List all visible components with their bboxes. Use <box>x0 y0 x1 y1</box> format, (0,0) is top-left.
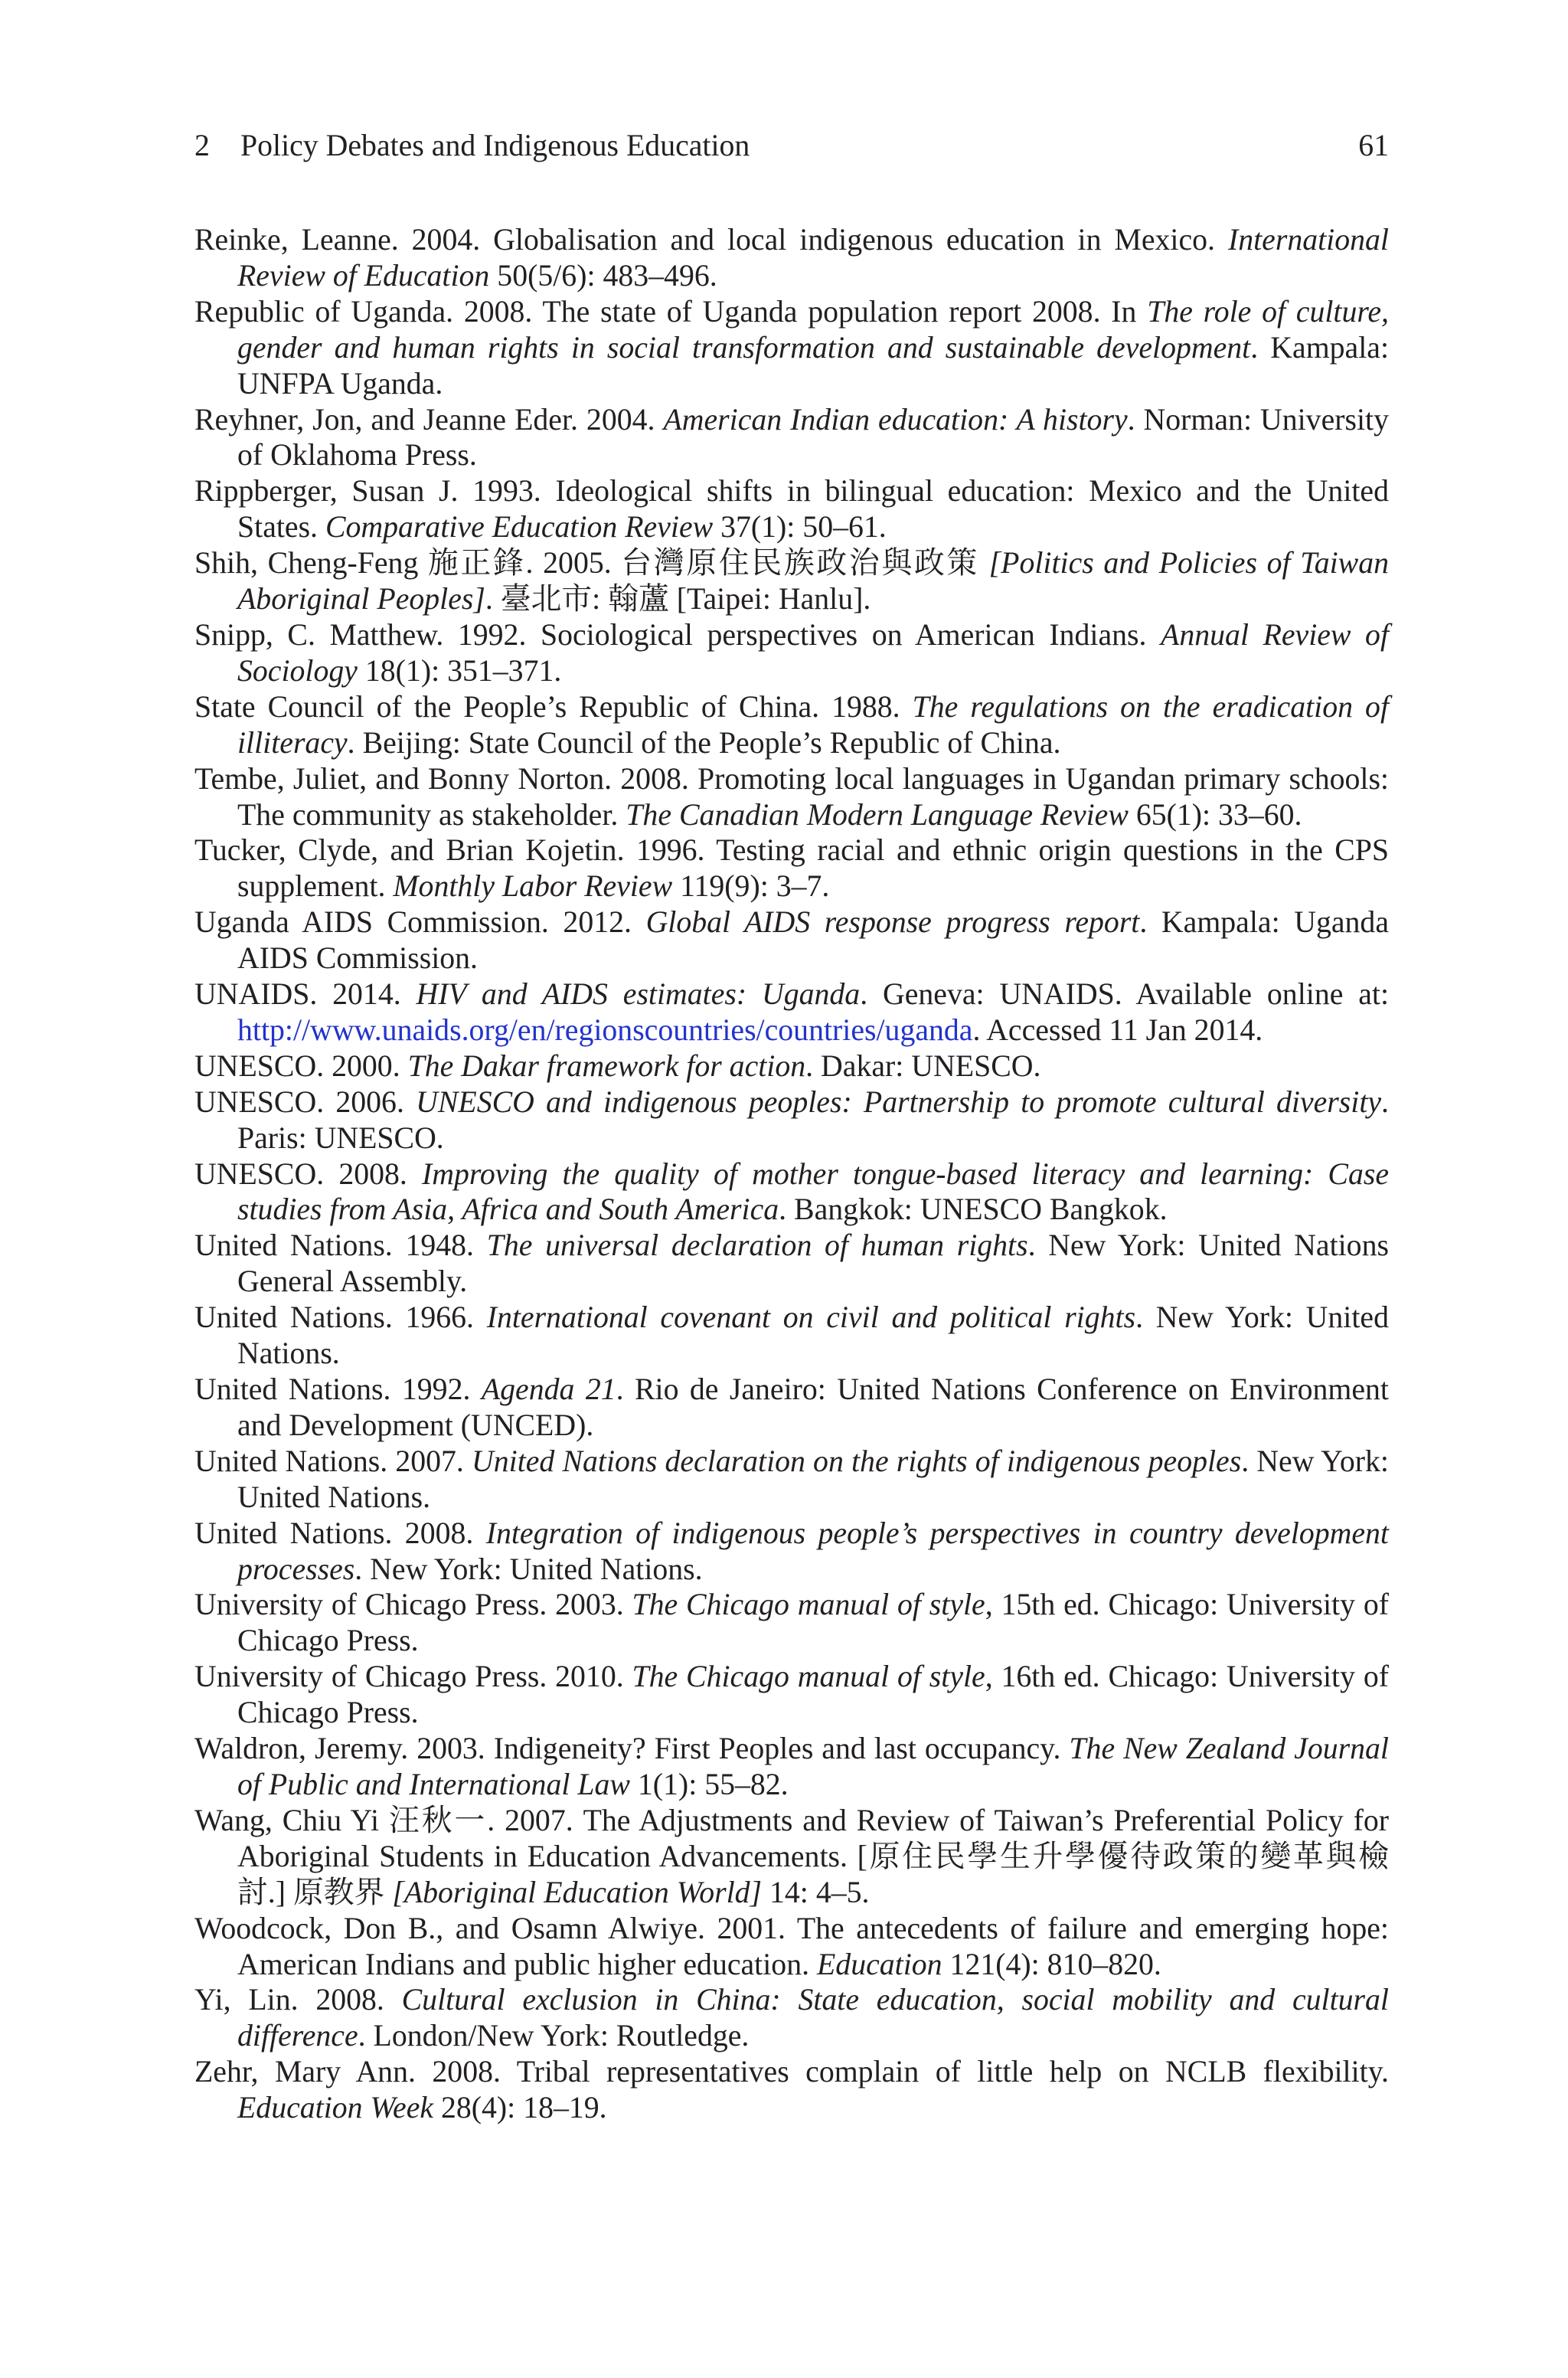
reference-entry <box>194 1516 1389 1588</box>
reference-link[interactable]: http://www.unaids.org/en/regionscountries/countries/uganda <box>237 1012 973 1047</box>
reference-text: . Kampala: Uganda AIDS Commission. <box>237 905 1389 976</box>
reference-text: Republic of Uganda. 2008. The state of Uganda population report 2008. In <box>194 294 1148 329</box>
reference-text: , 15th ed. Chicago: University of Chicago Press. <box>237 1588 1389 1658</box>
reference-text: Shih, Cheng-Feng 施正鋒. 2005. 台灣原住民族政治與政策 <box>194 546 989 581</box>
reference-text: United Nations. 1992. <box>194 1372 482 1406</box>
reference-text: 37(1): 50–61. <box>713 510 887 545</box>
reference-text: University of Chicago Press. 2010. <box>194 1660 632 1694</box>
chapter-number: 2 <box>194 129 210 162</box>
reference-entry <box>194 402 1389 474</box>
reference-title: Comparative Education Review <box>325 510 714 545</box>
reference-title: Cultural exclusion in China: State education, social mobility and cultural difference <box>237 1983 1389 2053</box>
reference-text: . New York: United Nations General Assembly. <box>237 1228 1389 1299</box>
reference-entry <box>194 617 1389 689</box>
reference-text: Woodcock, Don B., and Osamn Alwiye. 2001. The antecedents of failure and emerging hope: American Indians and public higher education. <box>194 1911 1389 1981</box>
reference-title: HIV and AIDS estimates: Uganda <box>416 977 861 1012</box>
reference-title: The Dakar framework for action <box>407 1048 806 1083</box>
reference-text: UNESCO. 2008. <box>194 1156 423 1191</box>
reference-text: United Nations. 2008. <box>194 1516 486 1550</box>
reference-title: American Indian education: A history <box>663 402 1128 437</box>
reference-entry <box>194 545 1389 617</box>
reference-entry <box>194 2054 1389 2126</box>
reference-entry <box>194 294 1389 402</box>
reference-text: UNESCO. 2006. <box>194 1084 416 1119</box>
reference-text: 50(5/6): 483–496. <box>489 258 717 293</box>
reference-text: Wang, Chiu Yi 汪秋一. 2007. The Adjustments and Review of Taiwan’s Preferential Policy for Aboriginal Students in Education Advancements. [原住民學生升學優待政策的變革與檢討.] 原教界 <box>194 1803 1389 1909</box>
reference-text: Tucker, Clyde, and Brian Kojetin. 1996. Testing racial and ethnic origin questions in the CPS supplement. <box>194 833 1389 904</box>
reference-title: Monthly Labor Review <box>393 869 673 904</box>
reference-title: [Politics and Policies of Taiwan Aboriginal Peoples] <box>237 546 1389 617</box>
reference-entry <box>194 689 1389 761</box>
reference-text: . Geneva: UNAIDS. Available online at: <box>860 977 1389 1012</box>
reference-entry <box>194 1084 1389 1156</box>
reference-title: The Canadian Modern Language Review <box>626 797 1129 832</box>
reference-text: . Paris: UNESCO. <box>237 1084 1389 1155</box>
reference-text: University of Chicago Press. 2003. <box>194 1588 632 1622</box>
chapter-title: Policy Debates and Indigenous Education <box>240 129 750 162</box>
reference-text: Reyhner, Jon, and Jeanne Eder. 2004. <box>194 402 664 437</box>
reference-entry <box>194 1300 1389 1372</box>
reference-text: . Rio de Janeiro: United Nations Conference on Environment and Development (UNCED). <box>237 1372 1389 1442</box>
reference-text: UNAIDS. 2014. <box>194 977 416 1012</box>
reference-text: . London/New York: Routledge. <box>358 2019 750 2053</box>
reference-title: The regulations on the eradication of illiteracy <box>237 689 1389 760</box>
reference-text: Rippberger, Susan J. 1993. Ideological shifts in bilingual education: Mexico and the United States. <box>194 474 1389 545</box>
reference-text: Reinke, Leanne. 2004. Globalisation and local indigenous education in Mexico. <box>194 223 1228 257</box>
reference-entry <box>194 1156 1389 1228</box>
reference-entry <box>194 1982 1389 2054</box>
reference-title: The universal declaration of human rights <box>486 1228 1028 1263</box>
reference-text: . Bangkok: UNESCO Bangkok. <box>779 1192 1168 1227</box>
reference-entry <box>194 1911 1389 1983</box>
reference-entry <box>194 1228 1389 1300</box>
reference-text: United Nations. 1948. <box>194 1228 487 1263</box>
reference-title: Education <box>817 1947 942 1981</box>
reference-text: Tembe, Juliet, and Bonny Norton. 2008. Promoting local languages in Ugandan primary schools: The community as stakeholder. <box>194 761 1389 832</box>
reference-title: The New Zealand Journal of Public and International Law <box>237 1732 1389 1801</box>
reference-text: . Dakar: UNESCO. <box>805 1048 1041 1083</box>
reference-text: . New York: United Nations. <box>237 1444 1389 1514</box>
reference-text: UNESCO. 2000. <box>194 1048 408 1083</box>
reference-entry <box>194 1048 1389 1084</box>
page-number: 61 <box>1358 129 1389 162</box>
reference-title: Education Week <box>237 2091 434 2125</box>
reference-text: . 臺北市: 翰蘆 [Taipei: Hanlu]. <box>485 582 871 617</box>
reference-entry <box>194 904 1389 976</box>
reference-entry <box>194 1587 1389 1659</box>
reference-entry <box>194 832 1389 904</box>
reference-entry <box>194 1803 1389 1911</box>
reference-title: Integration of indigenous people’s perspectives in country development processes <box>237 1516 1389 1586</box>
reference-text: . Beijing: State Council of the People’s Republic of China. <box>347 725 1061 760</box>
reference-entry <box>194 1659 1389 1731</box>
reference-entry <box>194 473 1389 545</box>
reference-text: 28(4): 18–19. <box>433 2091 607 2125</box>
reference-title: United Nations declaration on the rights of indigenous peoples <box>472 1444 1242 1478</box>
reference-text: . Kampala: UNFPA Uganda. <box>237 330 1389 401</box>
reference-text: , 16th ed. Chicago: University of Chicago Press. <box>237 1660 1389 1730</box>
reference-title: International covenant on civil and political rights <box>486 1300 1136 1335</box>
reference-text: 14: 4–5. <box>762 1875 870 1909</box>
reference-text: 18(1): 351–371. <box>357 653 562 688</box>
reference-entry <box>194 1731 1389 1803</box>
reference-entry <box>194 1444 1389 1516</box>
reference-title: Improving the quality of mother tongue-based literacy and learning: Case studies from Asia, Africa and South America <box>237 1156 1389 1227</box>
reference-list <box>194 222 1389 2126</box>
reference-text: Snipp, C. Matthew. 1992. Sociological perspectives on American Indians. <box>194 617 1161 652</box>
reference-title: International Review of Education <box>237 223 1389 293</box>
reference-title: Global AIDS response progress report <box>645 905 1140 940</box>
reference-entry <box>194 976 1389 1048</box>
reference-text: Zehr, Mary Ann. 2008. Tribal representatives complain of little help on NCLB flexibility. <box>194 2055 1389 2089</box>
reference-title: The role of culture, gender and human rights in social transformation and sustainable development <box>237 294 1389 365</box>
reference-text: . New York: United Nations. <box>237 1300 1389 1371</box>
reference-text: 121(4): 810–820. <box>942 1947 1161 1981</box>
reference-text: 119(9): 3–7. <box>672 869 830 904</box>
reference-text: 65(1): 33–60. <box>1128 797 1302 832</box>
reference-text: United Nations. 2007. <box>194 1444 472 1478</box>
reference-title: The Chicago manual of style <box>632 1660 985 1694</box>
reference-title: Annual Review of Sociology <box>237 617 1389 688</box>
reference-text: . Norman: University of Oklahoma Press. <box>237 402 1389 473</box>
running-header <box>194 128 1389 164</box>
reference-entry <box>194 222 1389 294</box>
reference-entry <box>194 761 1389 833</box>
reference-text: . New York: United Nations. <box>354 1552 703 1586</box>
reference-text: Waldron, Jeremy. 2003. Indigeneity? First Peoples and last occupancy. <box>194 1732 1070 1766</box>
reference-text: 1(1): 55–82. <box>629 1767 789 1801</box>
reference-entry <box>194 1372 1389 1444</box>
reference-text: Uganda AIDS Commission. 2012. <box>194 905 646 940</box>
reference-title: [Aboriginal Education World] <box>392 1875 763 1909</box>
reference-text: United Nations. 1966. <box>194 1300 487 1335</box>
reference-title: Agenda 21 <box>481 1372 616 1406</box>
reference-text: Yi, Lin. 2008. <box>194 1983 402 2017</box>
reference-title: UNESCO and indigenous peoples: Partnership to promote cultural diversity <box>416 1084 1382 1119</box>
reference-text: State Council of the People’s Republic of China. 1988. <box>194 689 913 724</box>
reference-title: The Chicago manual of style <box>632 1588 985 1622</box>
reference-text: . Accessed 11 Jan 2014. <box>972 1012 1263 1047</box>
